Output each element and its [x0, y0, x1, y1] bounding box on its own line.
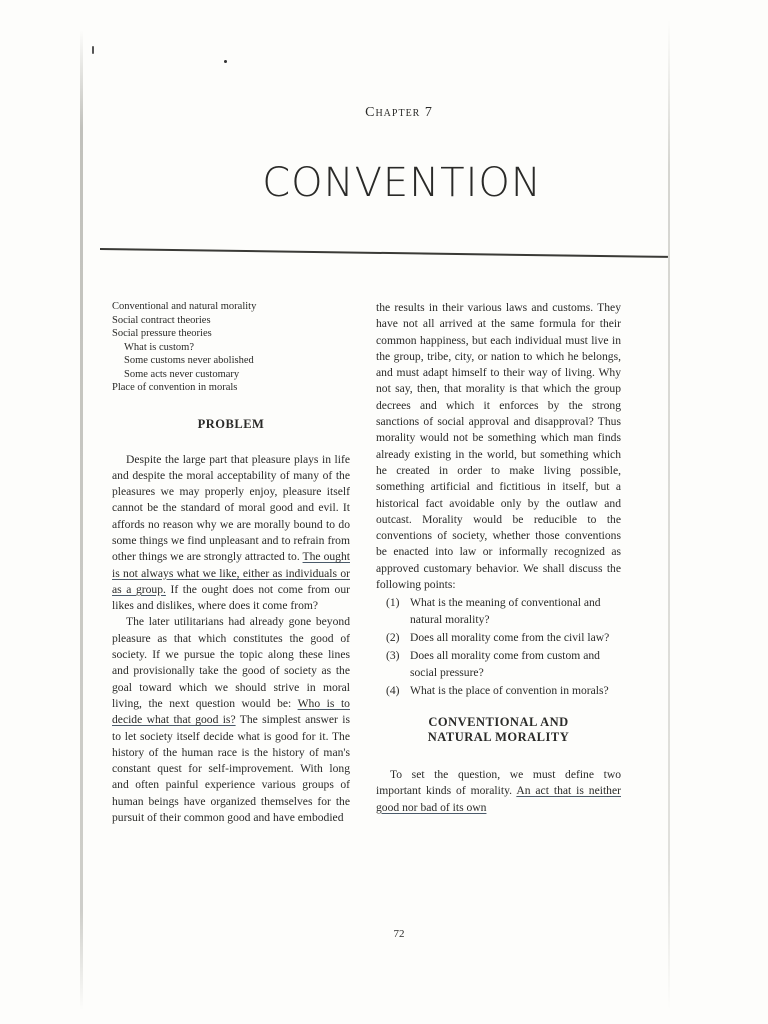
- page-number: 72: [393, 928, 405, 940]
- point-number: (1): [386, 596, 400, 610]
- underlined-text: The ought is not always what we like, either as individuals or as a group.: [112, 550, 350, 596]
- paragraph-text: The simplest answer is to let society itself decide what is good for it. The history of the human race is the history of man's constant quest for self-improvement. With long and often painful experience various groups of human beings have organized themselves for the pursuit of their common good and have embodied: [112, 713, 350, 825]
- point-number: (2): [386, 630, 400, 644]
- outline-subitem: Some acts never customary: [124, 368, 240, 380]
- point-text: Does all morality come from the civil law?: [410, 630, 610, 644]
- point-text: Does all morality come from custom and social pressure?: [410, 649, 600, 679]
- section-heading-conventional: [376, 715, 621, 745]
- point-number: (3): [386, 649, 400, 663]
- chapter-outline: [112, 300, 350, 395]
- outline-subitem: What is custom?: [124, 341, 194, 353]
- right-column: [376, 300, 621, 816]
- discussion-point: [376, 630, 621, 646]
- outline-subitem: Some customs never abolished: [124, 355, 254, 366]
- discussion-point: [376, 683, 621, 699]
- ink-speck: [92, 46, 94, 54]
- outline-item: Place of convention in morals: [112, 382, 238, 393]
- section-heading-problem: PROBLEM: [197, 416, 265, 431]
- conventional-paragraph: [376, 767, 621, 816]
- title-divider: [100, 248, 668, 258]
- ink-speck: [224, 60, 227, 63]
- point-number: (4): [386, 683, 400, 697]
- chapter-label: Chapter 7: [365, 105, 433, 120]
- paragraph-text: The later utilitarians had already gone beyond pleasure as that which constitutes the good of society. If we pursue the topic along these lines and provisionally take the good of society as the goal toward which we should strive in moral living, the next question would be:: [112, 615, 350, 710]
- continued-paragraph: the results in their various laws and customs. They have not all arrived at the same formula for their common happiness, but each individual must live in the group, tribe, city, or nation to which he belongs, and must adapt himself to their way of living. Why not say, then, that morality is that which the group decrees and which it enforces by the strong sanctions of social approval and disapproval? Thus morality would not be something which man finds already existing in the world, but something which he created in order to make living possible, something artificial and fictitious in itself, but a historical fact avoidable only by the outlaw and outcast. Morality would be reducible to the conventions of society, whether those conventions be enacted into law or informally recognized as approved customary behavior. We shall discuss the following points:: [376, 301, 621, 592]
- point-text: What is the place of convention in morals?: [410, 683, 609, 697]
- discussion-point: [376, 648, 621, 681]
- outline-item: Social contract theories: [112, 314, 211, 326]
- discussion-point: [376, 595, 621, 628]
- point-text: What is the meaning of conventional and natural morality?: [410, 596, 601, 626]
- paragraph-text: To set the question, we must define two important kinds of morality.: [376, 768, 621, 798]
- paragraph-text: Despite the large part that pleasure plays in life and despite the moral acceptability of many of the pleasures we may properly enjoy, pleasure itself cannot be the standard of moral good and evil. It affords no reason why we are morally bound to do some things we find unpleasant and to refrain from other things we are strongly attracted to.: [112, 452, 350, 564]
- section-heading-line: CONVENTIONAL AND: [428, 715, 569, 730]
- chapter-title: CONVENTION: [262, 160, 542, 206]
- outline-item: Conventional and natural morality: [112, 301, 257, 312]
- outline-item: Social pressure theories: [112, 328, 212, 339]
- problem-paragraph-2: [112, 614, 350, 826]
- problem-paragraph-1: [112, 452, 350, 615]
- left-column: [112, 300, 350, 826]
- paragraph-text: If the ought does not come from our likes and dislikes, where does it come from?: [112, 582, 350, 613]
- underlined-text: An act that is neither good nor bad of its own: [376, 784, 621, 814]
- underlined-text: Who is to decide what that good is?: [112, 696, 350, 727]
- discussion-points: [376, 595, 621, 699]
- section-heading-line: NATURAL MORALITY: [427, 730, 570, 745]
